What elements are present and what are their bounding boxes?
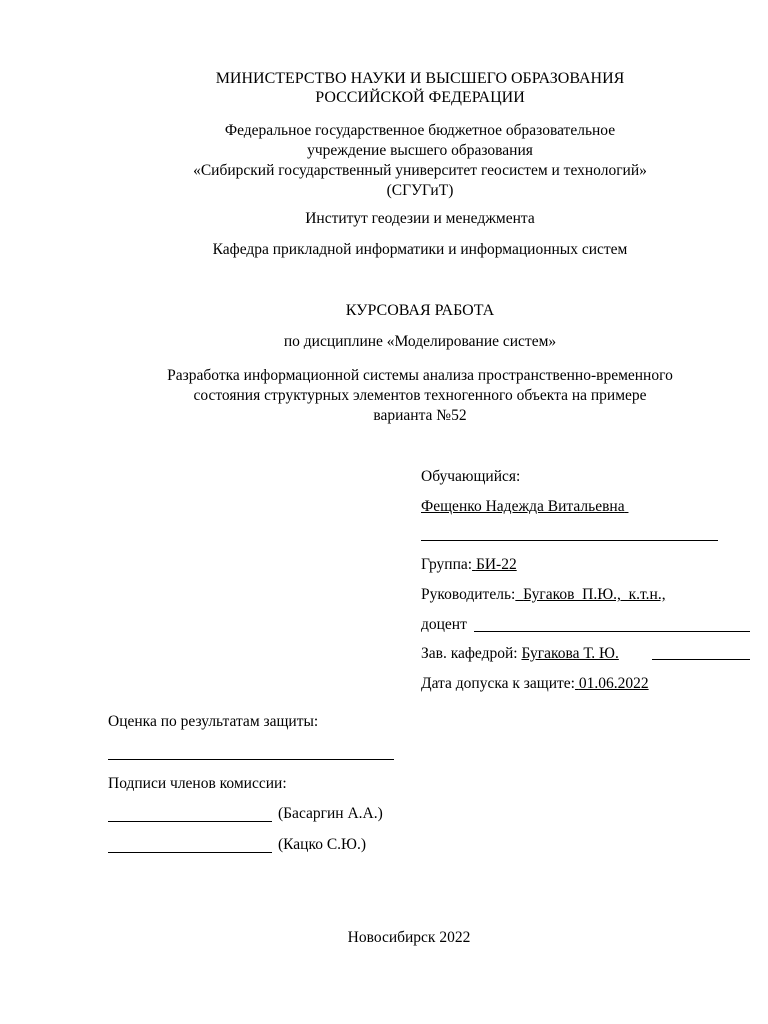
admission-value: 01.06.2022 (578, 675, 649, 692)
head-label: Зав. кафедрой: (421, 645, 518, 662)
ministry-line-1: МИНИСТЕРСТВО НАУКИ И ВЫСШЕГО ОБРАЗОВАНИЯ (215, 70, 625, 87)
org-line-2: учреждение высшего образования (307, 142, 533, 159)
admission-row (421, 675, 649, 693)
city-year: Новосибирск 2022 (347, 929, 471, 946)
supervisor-title: доцент (421, 616, 467, 633)
grade-label: Оценка по результатам защиты: (108, 713, 319, 730)
group-value: БИ-22 (475, 556, 517, 573)
institute-name: Институт геодезии и менеджмента (305, 210, 535, 227)
supervisor-row (421, 586, 666, 604)
topic-line-2: состояния структурных элементов техногенного объекта на примере (193, 387, 647, 404)
ministry-heading (0, 69, 768, 107)
org-line-3: «Сибирский государственный университет геосистем и технологий» (193, 162, 647, 179)
supervisor-value: Бугаков П.Ю., к.т.н., (523, 586, 666, 603)
topic-line-1: Разработка информационной системы анализа пространственно-временного (167, 367, 673, 384)
head-underline (652, 659, 750, 660)
work-type: КУРСОВАЯ РАБОТА (345, 302, 495, 319)
signature-line-2 (108, 852, 272, 853)
student-name-text: Фещенко Надежда Витальевна (421, 498, 625, 515)
department-name: Кафедра прикладной информатики и информационных систем (212, 241, 628, 258)
grade-line (108, 759, 394, 760)
head-value: Бугакова Т. Ю. (521, 645, 619, 662)
ministry-line-2: РОССИЙСКОЙ ФЕДЕРАЦИИ (315, 89, 525, 106)
member-2: (Кацко С.Ю.) (278, 836, 367, 853)
supervisor-label: Руководитель: (421, 586, 516, 603)
admission-value-wrap (575, 675, 649, 692)
student-label: Обучающийся: (421, 468, 521, 485)
supervisor-title-underline (474, 631, 750, 632)
student-underline (421, 540, 718, 541)
group-value-wrap (472, 556, 517, 573)
admission-label: Дата допуска к защите: (421, 675, 575, 692)
signature-line-1 (108, 821, 272, 822)
org-line-4: (СГУГиТ) (386, 182, 454, 199)
organization-block (0, 121, 768, 201)
org-line-1: Федеральное государственное бюджетное образовательное (224, 122, 616, 139)
student-name (421, 498, 628, 516)
group-label: Группа: (421, 556, 473, 573)
topic-line-3: варианта №52 (373, 407, 467, 424)
discipline: по дисциплине «Моделирование систем» (283, 333, 557, 350)
work-topic (0, 366, 768, 426)
head-row (421, 645, 619, 663)
member-1: (Басаргин А.А.) (278, 805, 383, 822)
signatures-label: Подписи членов комиссии: (108, 775, 287, 792)
supervisor-value-wrap (515, 586, 665, 603)
group-row (421, 556, 517, 574)
